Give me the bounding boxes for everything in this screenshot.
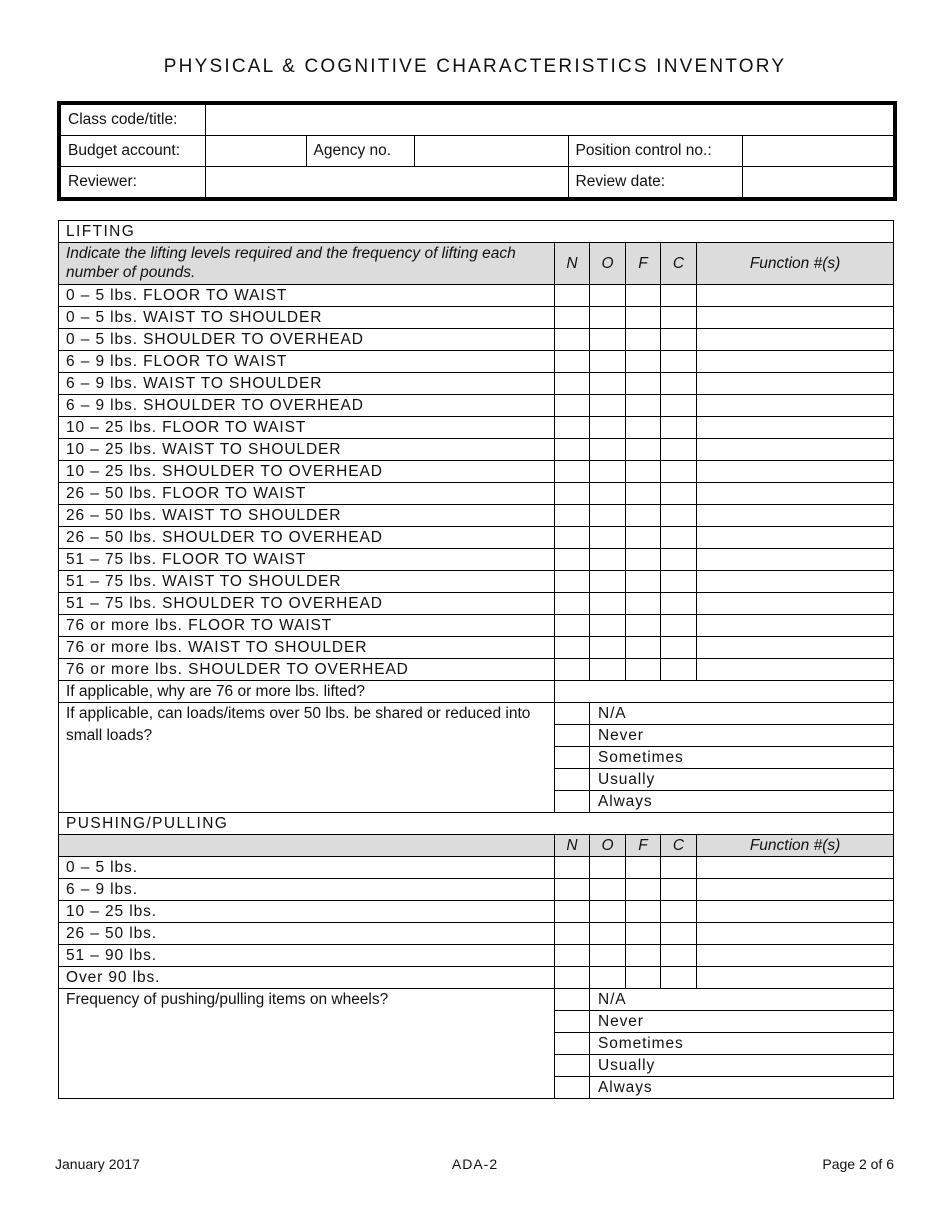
lifting-frequency-cell[interactable]	[555, 571, 590, 593]
lifting-frequency-cell[interactable]	[626, 373, 661, 395]
lifting-frequency-cell[interactable]	[697, 593, 894, 615]
lifting-frequency-cell[interactable]	[626, 439, 661, 461]
lifting-frequency-cell[interactable]	[555, 593, 590, 615]
pushing-frequency-cell[interactable]	[590, 967, 626, 989]
pushing-frequency-cell[interactable]	[626, 945, 661, 967]
lifting-frequency-cell[interactable]	[697, 549, 894, 571]
pushing-frequency-cell[interactable]	[555, 945, 590, 967]
pushing-column-header: F	[626, 835, 661, 857]
lifting-row-label: 6 – 9 lbs. FLOOR TO WAIST	[59, 351, 555, 373]
pushing-frequency-cell[interactable]	[661, 923, 697, 945]
lifting-frequency-cell[interactable]	[697, 615, 894, 637]
lifting-frequency-cell[interactable]	[697, 637, 894, 659]
lifting-column-header: O	[590, 243, 626, 285]
table-row	[59, 373, 894, 395]
lifting-frequency-cell[interactable]	[626, 307, 661, 329]
lifting-column-header: N	[555, 243, 590, 285]
lifting-frequency-cell[interactable]	[626, 571, 661, 593]
lifting-frequency-cell[interactable]	[697, 461, 894, 483]
lifting-column-header: Function #(s)	[697, 243, 894, 285]
pushing-column-header-row	[59, 835, 894, 857]
lifting-frequency-cell[interactable]	[626, 505, 661, 527]
agency-no-field[interactable]	[414, 136, 568, 167]
pushing-row-label: 0 – 5 lbs.	[59, 857, 555, 879]
lifting-frequency-cell[interactable]	[661, 395, 697, 417]
review-date-label: Review date:	[568, 167, 742, 200]
option-row	[59, 703, 894, 725]
lifting-column-header-row	[59, 243, 894, 285]
table-row	[59, 571, 894, 593]
lifting-frequency-cell[interactable]	[661, 615, 697, 637]
lifting-frequency-cell[interactable]	[555, 505, 590, 527]
lifting-frequency-cell[interactable]	[555, 637, 590, 659]
footer-page-number: Page 2 of 6	[822, 1156, 894, 1172]
table-row	[59, 483, 894, 505]
lifting-frequency-cell[interactable]	[590, 505, 626, 527]
pushing-option-label: Always	[590, 1077, 894, 1099]
pushing-option-label: Sometimes	[590, 1033, 894, 1055]
pushing-column-header: Function #(s)	[697, 835, 894, 857]
pushing-heading: PUSHING/PULLING	[59, 813, 894, 835]
lifting-row-label: 10 – 25 lbs. SHOULDER TO OVERHEAD	[59, 461, 555, 483]
lifting-frequency-cell[interactable]	[661, 285, 697, 307]
pushing-option-checkbox[interactable]	[555, 1011, 590, 1033]
pushing-frequency-cell[interactable]	[697, 857, 894, 879]
lifting-row-label: 10 – 25 lbs. FLOOR TO WAIST	[59, 417, 555, 439]
lifting-row-label: 26 – 50 lbs. FLOOR TO WAIST	[59, 483, 555, 505]
lifting-option-label: Never	[590, 725, 894, 747]
agency-no-label: Agency no.	[306, 136, 414, 167]
position-control-label: Position control no.:	[568, 136, 742, 167]
budget-account-field[interactable]	[205, 136, 306, 167]
lifting-frequency-cell[interactable]	[661, 461, 697, 483]
pushing-row-label: 26 – 50 lbs.	[59, 923, 555, 945]
lifting-frequency-cell[interactable]	[697, 329, 894, 351]
pushing-frequency-cell[interactable]	[590, 945, 626, 967]
lifting-frequency-cell[interactable]	[661, 659, 697, 681]
table-row	[59, 945, 894, 967]
lifting-column-header: F	[626, 243, 661, 285]
lifting-frequency-cell[interactable]	[661, 637, 697, 659]
pushing-frequency-cell[interactable]	[590, 923, 626, 945]
pushing-column-header: C	[661, 835, 697, 857]
lifting-frequency-cell[interactable]	[590, 417, 626, 439]
budget-account-label: Budget account:	[59, 136, 205, 167]
pushing-frequency-cell[interactable]	[555, 857, 590, 879]
lifting-option-checkbox[interactable]	[555, 791, 590, 813]
lifting-why-answer-field[interactable]	[555, 681, 894, 703]
lifting-frequency-cell[interactable]	[626, 637, 661, 659]
pushing-frequency-cell[interactable]	[661, 967, 697, 989]
lifting-frequency-cell[interactable]	[590, 593, 626, 615]
lifting-row-label: 10 – 25 lbs. WAIST TO SHOULDER	[59, 439, 555, 461]
lifting-frequency-cell[interactable]	[590, 549, 626, 571]
lifting-options-question: If applicable, can loads/items over 50 lbs. be shared or reduced into small loads?	[59, 703, 555, 813]
lifting-frequency-cell[interactable]	[590, 307, 626, 329]
lifting-frequency-cell[interactable]	[626, 593, 661, 615]
table-row	[59, 681, 894, 703]
pushing-frequency-cell[interactable]	[555, 901, 590, 923]
lifting-frequency-cell[interactable]	[697, 483, 894, 505]
pushing-column-header: N	[555, 835, 590, 857]
lifting-frequency-cell[interactable]	[555, 615, 590, 637]
table-row	[59, 417, 894, 439]
lifting-frequency-cell[interactable]	[697, 417, 894, 439]
lifting-frequency-cell[interactable]	[555, 417, 590, 439]
lifting-frequency-cell[interactable]	[661, 483, 697, 505]
lifting-frequency-cell[interactable]	[555, 329, 590, 351]
lifting-frequency-cell[interactable]	[661, 351, 697, 373]
lifting-frequency-cell[interactable]	[590, 615, 626, 637]
lifting-frequency-cell[interactable]	[590, 527, 626, 549]
lifting-frequency-cell[interactable]	[590, 571, 626, 593]
pushing-frequency-cell[interactable]	[661, 879, 697, 901]
lifting-frequency-cell[interactable]	[590, 439, 626, 461]
lifting-row-label: 26 – 50 lbs. SHOULDER TO OVERHEAD	[59, 527, 555, 549]
table-row	[59, 307, 894, 329]
pushing-row-label: 6 – 9 lbs.	[59, 879, 555, 901]
reviewer-label: Reviewer:	[59, 167, 205, 200]
lifting-frequency-cell[interactable]	[626, 615, 661, 637]
lifting-frequency-cell[interactable]	[555, 285, 590, 307]
table-row	[59, 395, 894, 417]
lifting-frequency-cell[interactable]	[626, 527, 661, 549]
lifting-option-label: Usually	[590, 769, 894, 791]
lifting-frequency-cell[interactable]	[555, 461, 590, 483]
lifting-frequency-cell[interactable]	[626, 285, 661, 307]
lifting-frequency-cell[interactable]	[590, 659, 626, 681]
lifting-frequency-cell[interactable]	[590, 373, 626, 395]
lifting-option-label: N/A	[590, 703, 894, 725]
lifting-why-question: If applicable, why are 76 or more lbs. lifted?	[59, 681, 555, 703]
pushing-option-checkbox[interactable]	[555, 1033, 590, 1055]
class-code-label: Class code/title:	[59, 103, 205, 136]
pushing-frequency-cell[interactable]	[555, 967, 590, 989]
lifting-frequency-cell[interactable]	[555, 527, 590, 549]
characteristics-table	[58, 220, 894, 1099]
table-row	[59, 923, 894, 945]
lifting-frequency-cell[interactable]	[555, 659, 590, 681]
lifting-frequency-cell[interactable]	[697, 505, 894, 527]
table-row	[59, 879, 894, 901]
pushing-frequency-cell[interactable]	[590, 901, 626, 923]
lifting-instruction: Indicate the lifting levels required and the frequency of lifting each number of pounds.	[59, 243, 555, 285]
pushing-frequency-cell[interactable]	[555, 923, 590, 945]
pushing-frequency-cell[interactable]	[697, 945, 894, 967]
lifting-frequency-cell[interactable]	[590, 329, 626, 351]
lifting-frequency-cell[interactable]	[626, 351, 661, 373]
lifting-frequency-cell[interactable]	[661, 329, 697, 351]
lifting-heading: LIFTING	[59, 221, 894, 243]
lifting-frequency-cell[interactable]	[555, 307, 590, 329]
pushing-option-checkbox[interactable]	[555, 1077, 590, 1099]
pushing-frequency-cell[interactable]	[590, 857, 626, 879]
pushing-options-question: Frequency of pushing/pulling items on wheels?	[59, 989, 555, 1099]
lifting-frequency-cell[interactable]	[697, 395, 894, 417]
table-row	[59, 637, 894, 659]
table-row	[59, 857, 894, 879]
class-code-field[interactable]	[205, 103, 895, 136]
footer-date: January 2017	[55, 1156, 140, 1172]
position-info-table	[57, 101, 897, 201]
lifting-option-label: Sometimes	[590, 747, 894, 769]
lifting-frequency-cell[interactable]	[626, 329, 661, 351]
lifting-frequency-cell[interactable]	[697, 527, 894, 549]
table-row	[59, 967, 894, 989]
lifting-frequency-cell[interactable]	[555, 549, 590, 571]
table-row	[59, 351, 894, 373]
lifting-frequency-cell[interactable]	[555, 351, 590, 373]
pushing-frequency-cell[interactable]	[697, 967, 894, 989]
pushing-frequency-cell[interactable]	[590, 879, 626, 901]
page-title: PHYSICAL & COGNITIVE CHARACTERISTICS INVENTORY	[163, 56, 787, 77]
table-row	[59, 901, 894, 923]
lifting-row-label: 51 – 75 lbs. WAIST TO SHOULDER	[59, 571, 555, 593]
lifting-frequency-cell[interactable]	[555, 483, 590, 505]
pushing-column-header: O	[590, 835, 626, 857]
reviewer-field[interactable]	[205, 167, 568, 200]
lifting-frequency-cell[interactable]	[626, 483, 661, 505]
lifting-row-label: 51 – 75 lbs. FLOOR TO WAIST	[59, 549, 555, 571]
lifting-frequency-cell[interactable]	[661, 549, 697, 571]
lifting-frequency-cell[interactable]	[697, 285, 894, 307]
lifting-frequency-cell[interactable]	[661, 417, 697, 439]
lifting-frequency-cell[interactable]	[626, 417, 661, 439]
pushing-frequency-cell[interactable]	[697, 879, 894, 901]
pushing-row-label: 51 – 90 lbs.	[59, 945, 555, 967]
pushing-frequency-cell[interactable]	[661, 901, 697, 923]
pushing-frequency-cell[interactable]	[626, 923, 661, 945]
lifting-option-label: Always	[590, 791, 894, 813]
pushing-frequency-cell[interactable]	[661, 945, 697, 967]
review-date-field[interactable]	[742, 167, 895, 200]
lifting-row-label: 0 – 5 lbs. WAIST TO SHOULDER	[59, 307, 555, 329]
lifting-frequency-cell[interactable]	[626, 659, 661, 681]
lifting-frequency-cell[interactable]	[555, 373, 590, 395]
position-control-field[interactable]	[742, 136, 895, 167]
lifting-frequency-cell[interactable]	[590, 637, 626, 659]
lifting-row-label: 51 – 75 lbs. SHOULDER TO OVERHEAD	[59, 593, 555, 615]
lifting-frequency-cell[interactable]	[590, 483, 626, 505]
lifting-frequency-cell[interactable]	[661, 373, 697, 395]
lifting-section-heading-row	[59, 221, 894, 243]
lifting-option-checkbox[interactable]	[555, 725, 590, 747]
lifting-frequency-cell[interactable]	[661, 439, 697, 461]
lifting-row-label: 6 – 9 lbs. WAIST TO SHOULDER	[59, 373, 555, 395]
pushing-option-label: Never	[590, 1011, 894, 1033]
pushing-section-heading-row	[59, 813, 894, 835]
lifting-frequency-cell[interactable]	[661, 593, 697, 615]
lifting-frequency-cell[interactable]	[626, 395, 661, 417]
lifting-column-header: C	[661, 243, 697, 285]
lifting-frequency-cell[interactable]	[697, 439, 894, 461]
lifting-row-label: 76 or more lbs. FLOOR TO WAIST	[59, 615, 555, 637]
pushing-option-label: Usually	[590, 1055, 894, 1077]
lifting-row-label: 76 or more lbs. SHOULDER TO OVERHEAD	[59, 659, 555, 681]
lifting-frequency-cell[interactable]	[697, 571, 894, 593]
lifting-frequency-cell[interactable]	[697, 659, 894, 681]
pushing-frequency-cell[interactable]	[661, 857, 697, 879]
footer-form-id: ADA-2	[451, 1156, 499, 1172]
lifting-row-label: 26 – 50 lbs. WAIST TO SHOULDER	[59, 505, 555, 527]
pushing-frequency-cell[interactable]	[626, 901, 661, 923]
table-row	[59, 505, 894, 527]
lifting-frequency-cell[interactable]	[661, 505, 697, 527]
lifting-option-checkbox[interactable]	[555, 769, 590, 791]
pushing-option-checkbox[interactable]	[555, 989, 590, 1011]
lifting-frequency-cell[interactable]	[555, 439, 590, 461]
table-row	[59, 329, 894, 351]
lifting-option-checkbox[interactable]	[555, 747, 590, 769]
lifting-frequency-cell[interactable]	[661, 307, 697, 329]
pushing-option-checkbox[interactable]	[555, 1055, 590, 1077]
pushing-frequency-cell[interactable]	[697, 923, 894, 945]
lifting-frequency-cell[interactable]	[555, 395, 590, 417]
lifting-frequency-cell[interactable]	[661, 571, 697, 593]
pushing-frequency-cell[interactable]	[626, 857, 661, 879]
table-row	[59, 615, 894, 637]
table-row	[59, 461, 894, 483]
table-row	[59, 549, 894, 571]
lifting-frequency-cell[interactable]	[626, 461, 661, 483]
lifting-option-checkbox[interactable]	[555, 703, 590, 725]
lifting-row-label: 76 or more lbs. WAIST TO SHOULDER	[59, 637, 555, 659]
lifting-frequency-cell[interactable]	[697, 307, 894, 329]
table-row	[59, 593, 894, 615]
lifting-frequency-cell[interactable]	[697, 351, 894, 373]
table-row	[59, 439, 894, 461]
table-row	[59, 659, 894, 681]
pushing-instruction-blank	[59, 835, 555, 857]
lifting-frequency-cell[interactable]	[590, 285, 626, 307]
pushing-row-label: Over 90 lbs.	[59, 967, 555, 989]
lifting-row-label: 0 – 5 lbs. SHOULDER TO OVERHEAD	[59, 329, 555, 351]
lifting-row-label: 0 – 5 lbs. FLOOR TO WAIST	[59, 285, 555, 307]
pushing-row-label: 10 – 25 lbs.	[59, 901, 555, 923]
lifting-frequency-cell[interactable]	[590, 395, 626, 417]
table-row	[59, 285, 894, 307]
pushing-frequency-cell[interactable]	[626, 967, 661, 989]
pushing-frequency-cell[interactable]	[626, 879, 661, 901]
lifting-frequency-cell[interactable]	[590, 461, 626, 483]
table-row	[59, 527, 894, 549]
pushing-frequency-cell[interactable]	[697, 901, 894, 923]
pushing-frequency-cell[interactable]	[555, 879, 590, 901]
lifting-frequency-cell[interactable]	[697, 373, 894, 395]
lifting-frequency-cell[interactable]	[661, 527, 697, 549]
lifting-frequency-cell[interactable]	[626, 549, 661, 571]
lifting-frequency-cell[interactable]	[590, 351, 626, 373]
lifting-row-label: 6 – 9 lbs. SHOULDER TO OVERHEAD	[59, 395, 555, 417]
option-row	[59, 989, 894, 1011]
pushing-option-label: N/A	[590, 989, 894, 1011]
